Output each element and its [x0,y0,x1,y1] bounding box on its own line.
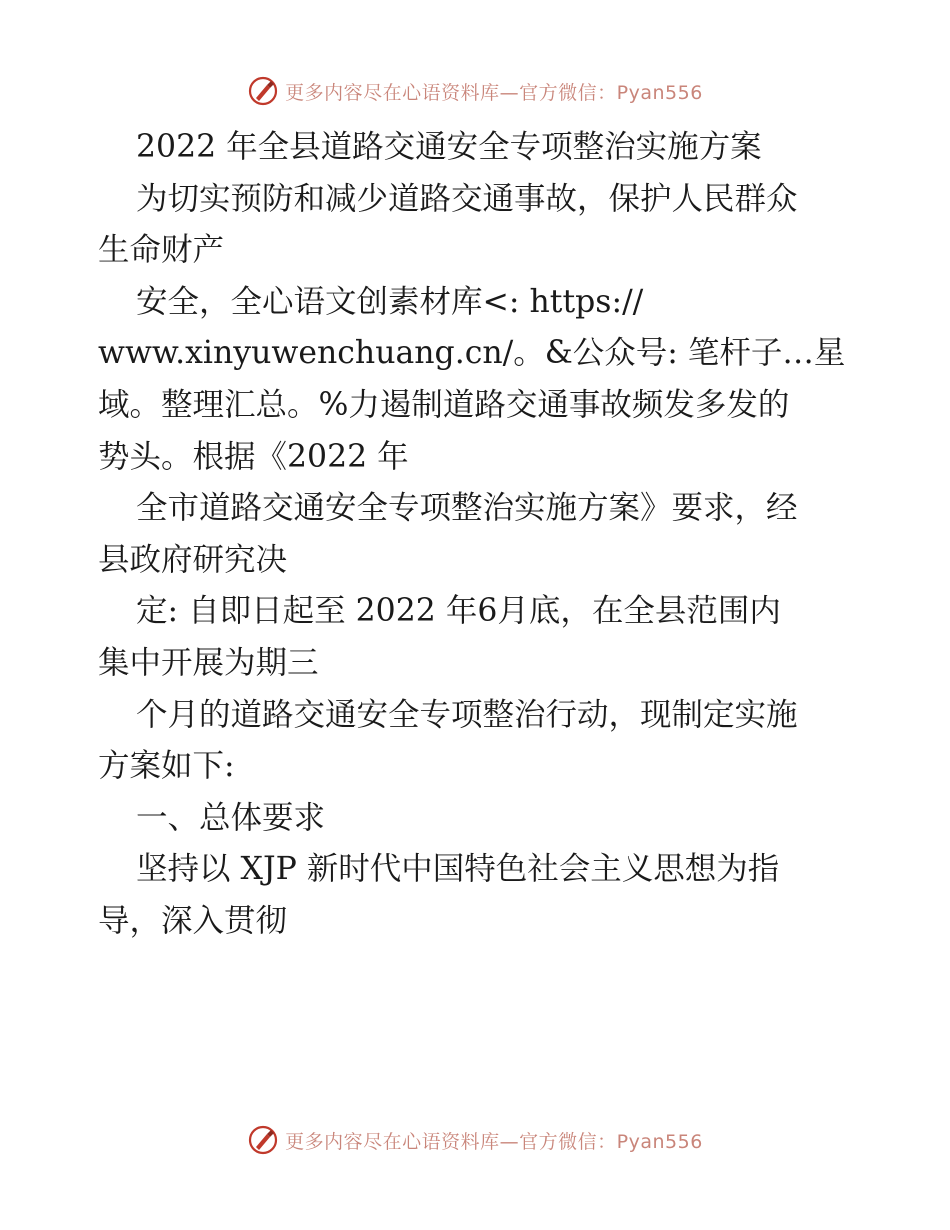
text-line: 定: 自即日起至 2022 年6月底，在全县范围内 [136,593,781,630]
text-line: 域。整理汇总。%力遏制道路交通事故频发多发的 [98,386,790,423]
text-line: 方案如下: [98,748,235,785]
text-line: www.xinyuwenchuang.cn/。&公众号: 笔杆子…星 [98,335,846,372]
footer-banner [0,1120,950,1160]
text-line: 个月的道路交通安全专项整治行动，现制定实施 [136,696,798,733]
pen-seal-icon [247,75,279,107]
text-line: 导，深入贯彻 [98,902,288,939]
document-body [98,122,858,948]
banner-text: 更多内容尽在心语资料库—官方微信：Pyan556 [285,81,703,104]
text-line: 一、总体要求 [136,799,326,836]
text-line: 安全，全心语文创素材库<: https:// [136,283,644,320]
text-line: 生命财产 [98,232,225,269]
text-line: 县政府研究决 [98,541,288,578]
pen-seal-icon [247,1124,279,1156]
text-line: 集中开展为期三 [98,644,319,681]
text-line: 势头。根据《2022 年 [98,438,409,475]
banner-text: 更多内容尽在心语资料库—官方微信：Pyan556 [285,1130,703,1153]
text-line: 2022 年全县道路交通安全专项整治实施方案 [136,129,762,165]
text-line: 为切实预防和减少道路交通事故，保护人民群众 [136,180,798,217]
text-line: 坚持以 XJP 新时代中国特色社会主义思想为指 [136,851,780,888]
text-line: 全市道路交通安全专项整治实施方案》要求，经 [136,490,798,527]
header-banner [0,71,950,111]
